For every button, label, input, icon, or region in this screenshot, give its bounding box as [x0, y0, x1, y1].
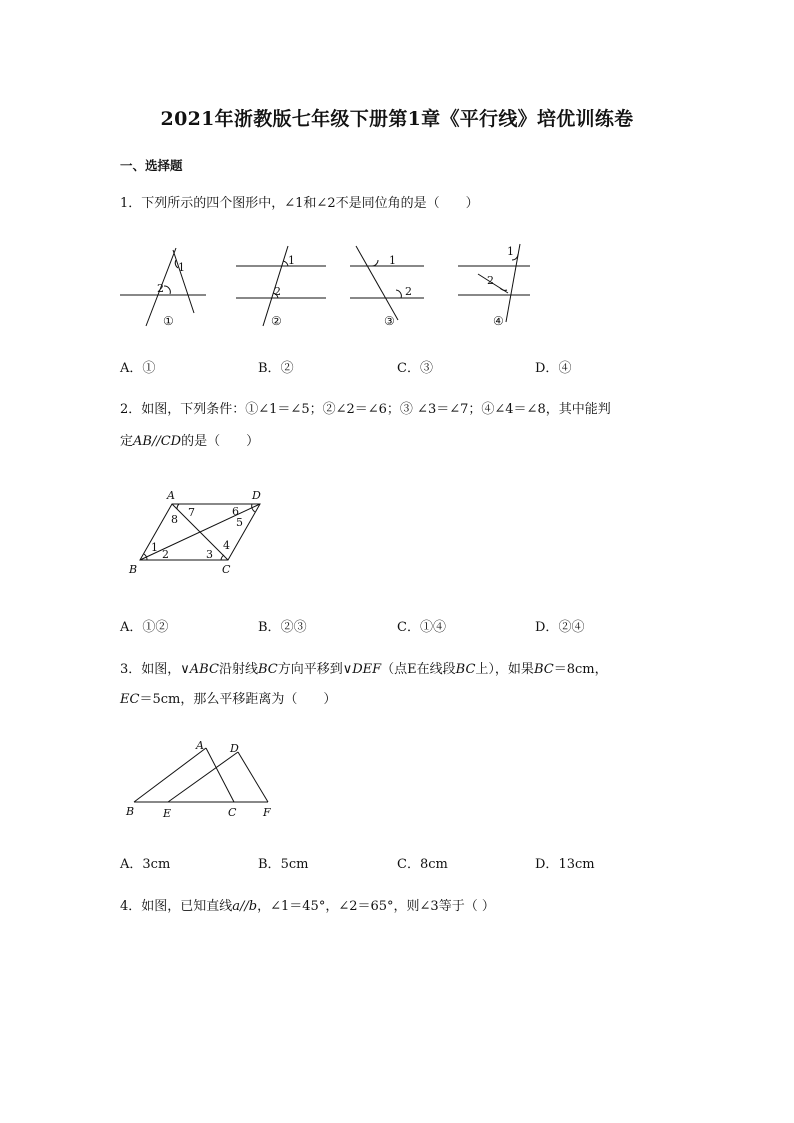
question-1-options	[120, 357, 680, 377]
question-2-figure	[122, 486, 272, 578]
question-2-options	[120, 616, 680, 636]
page-title: 2021年浙教版七年级下册第1章《平行线》培优训练卷	[160, 108, 634, 130]
section-heading: 一、选择题	[120, 158, 183, 173]
vertex-b-label: B	[129, 563, 138, 576]
question-2-stem-line2: 定AB//CD的是（ ）	[120, 434, 260, 449]
fig3-caption: ③	[384, 314, 395, 328]
angle-3-label: 3	[206, 548, 213, 561]
option-c[interactable]: C．①④	[397, 620, 446, 635]
question-1-figures	[116, 238, 536, 333]
vertex-b-label: B	[126, 805, 135, 818]
fig4-caption: ④	[493, 314, 504, 328]
vertex-a-label: A	[196, 739, 204, 752]
fig1-angle1-label: 1	[178, 261, 185, 274]
question-3-stem-line1: 3．如图，∨ABC沿射线BC方向平移到∨DEF（点E在线段BC上），如果BC＝8cm，	[120, 662, 608, 677]
fig4-angle2-label: 2	[487, 274, 494, 287]
angle-5-label: 5	[236, 516, 243, 529]
fig3-angle1-label: 1	[389, 254, 396, 267]
option-b[interactable]: B．5cm	[258, 857, 309, 872]
option-b[interactable]: B．②	[258, 361, 294, 376]
fig2-angle1-label: 1	[288, 254, 295, 267]
question-3-figure	[122, 738, 282, 822]
question-4-stem: 4．如图，已知直线a//b，∠1＝45°，∠2＝65°，则∠3等于（ ）	[120, 899, 495, 914]
angle-2-label: 2	[162, 548, 169, 561]
option-d[interactable]: D．②④	[535, 620, 585, 635]
question-3-options	[120, 853, 680, 873]
angle-4-label: 4	[223, 539, 230, 552]
angle-8-label: 8	[171, 513, 178, 526]
question-1-stem: 1．下列所示的四个图形中，∠1和∠2不是同位角的是（ ）	[120, 196, 479, 211]
option-a[interactable]: A．3cm	[120, 857, 171, 872]
vertex-c-label: C	[222, 563, 231, 576]
vertex-a-label: A	[167, 489, 175, 502]
angle-1-label: 1	[151, 541, 158, 554]
option-d[interactable]: D．13cm	[535, 857, 595, 872]
option-b[interactable]: B．②③	[258, 620, 307, 635]
option-d[interactable]: D．④	[535, 361, 572, 376]
fig1-angle2-label: 2	[157, 282, 164, 295]
fig1-caption: ①	[163, 314, 174, 328]
angle-7-label: 7	[188, 506, 195, 519]
vertex-c-label: C	[228, 806, 237, 819]
option-a[interactable]: A．①②	[120, 620, 169, 635]
option-a[interactable]: A．①	[120, 361, 156, 376]
fig2-angle2-label: 2	[274, 285, 281, 298]
vertex-e-label: E	[163, 807, 172, 820]
angle-6-label: 6	[232, 505, 239, 518]
fig3-angle2-label: 2	[405, 285, 412, 298]
fig2-caption: ②	[271, 314, 282, 328]
fig4-angle1-label: 1	[507, 245, 514, 258]
vertex-d-label: D	[252, 489, 261, 502]
question-3-stem-line2: EC＝5cm，那么平移距离为（ ）	[120, 692, 337, 707]
vertex-d-label: D	[230, 742, 239, 755]
question-2-stem-line1: 2．如图，下列条件：①∠1＝∠5；②∠2＝∠6；③ ∠3＝∠7；④∠4＝∠8，其中能判	[120, 402, 611, 417]
option-c[interactable]: C．③	[397, 361, 433, 376]
option-c[interactable]: C．8cm	[397, 857, 448, 872]
vertex-f-label: F	[263, 806, 271, 819]
